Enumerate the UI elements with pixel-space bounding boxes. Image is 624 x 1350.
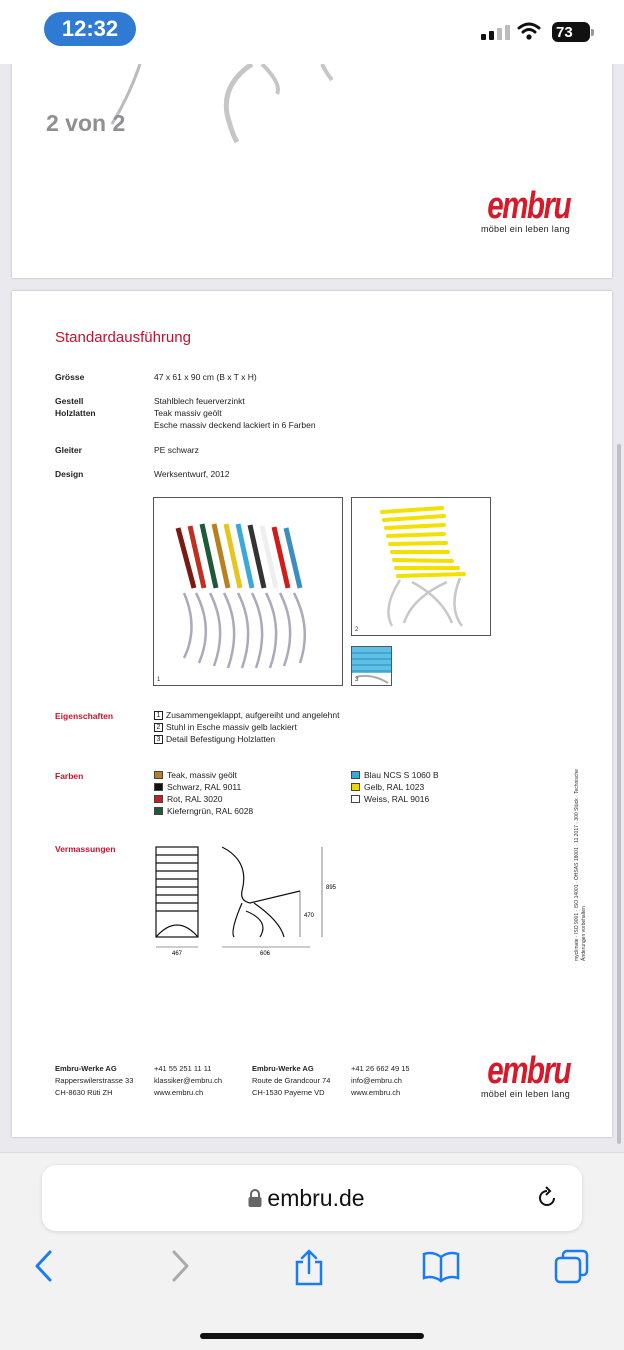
- color-swatch: [351, 771, 360, 779]
- property-number: 1: [154, 711, 163, 720]
- color-teak: [154, 769, 237, 781]
- property-text: Stuhl in Esche massiv gelb lackiert: [166, 722, 297, 732]
- share-icon[interactable]: [292, 1249, 326, 1287]
- url-text[interactable]: embru.de: [267, 1184, 365, 1211]
- cert-line: Technische Änderungen vorbehalten: [574, 769, 587, 961]
- color-name: Gelb, RAL 1023: [364, 782, 425, 792]
- battery-cap: [591, 29, 594, 36]
- vermassungen-label: Vermassungen: [55, 844, 116, 854]
- footer-contact-rueti: [154, 1063, 222, 1099]
- wifi-icon: [517, 21, 541, 41]
- cert-line: 300 Stück: [574, 798, 580, 821]
- footer-company: Embru-Werke AG: [55, 1064, 117, 1073]
- footer-address-payerne: [252, 1063, 330, 1099]
- spec-label-holzlatten: Holzlatten: [55, 408, 96, 418]
- spec-label-gestell: Gestell: [55, 396, 84, 406]
- embru-logo: [460, 185, 570, 234]
- page-counter: 2 von 2: [46, 110, 126, 136]
- color-schwarz: [154, 781, 241, 793]
- figure-yellow-chair: [351, 497, 491, 636]
- property-item-1: [154, 709, 339, 721]
- cert-line: OHSAS 18001: [574, 847, 580, 881]
- home-indicator[interactable]: [200, 1333, 424, 1339]
- color-blau: [351, 769, 439, 781]
- footer-company: Embru-Werke AG: [252, 1064, 314, 1073]
- spec-label-groesse: Grösse: [55, 372, 85, 382]
- dim-seat: 470: [304, 913, 315, 919]
- figure-number-2: 2: [355, 627, 359, 633]
- scrollbar[interactable]: [617, 444, 621, 1144]
- spec-value-groesse: 47 x 61 x 90 cm (B x T x H): [154, 372, 257, 382]
- footer-street: Route de Grandcour 74: [252, 1076, 331, 1085]
- footer-email: info@embru.ch: [351, 1076, 402, 1085]
- cellular-signal-icon: [481, 25, 510, 40]
- spec-value-holzlatten-1: Teak massiv geölt: [154, 408, 222, 418]
- color-name: Schwarz, RAL 9011: [167, 782, 242, 792]
- property-text: Detail Befestigung Holzlatten: [166, 734, 276, 744]
- color-weiss: [351, 793, 429, 805]
- certification-strip: [574, 761, 604, 961]
- cert-line: ISO 9001: [574, 912, 580, 935]
- forward-icon[interactable]: [168, 1249, 192, 1283]
- pdf-page-1: [12, 64, 612, 278]
- logo-tagline: möbel ein leben lang: [480, 224, 570, 234]
- property-item-2: [154, 721, 297, 733]
- chair-legs-image: [12, 64, 612, 154]
- pdf-page-2: [12, 291, 612, 1137]
- pdf-viewer[interactable]: [0, 64, 624, 1152]
- spec-label-design: Design: [55, 469, 84, 479]
- battery-icon: [552, 22, 590, 42]
- dimension-drawing: [150, 841, 350, 961]
- status-bar: [0, 0, 624, 64]
- bookmarks-icon[interactable]: [422, 1249, 460, 1283]
- cert-text-block: myclimate · ISO 9001 · ISO 14001 · OHSAS 18001 · 11.2017 · 300 Stück · Technische Änderungen vorbehalten: [574, 769, 587, 961]
- figure-slat-detail: [351, 646, 392, 686]
- logo-tagline: möbel ein leben lang: [480, 1089, 570, 1099]
- property-text: Zusammengeklappt, aufgereiht und angelehnt: [166, 710, 340, 720]
- dim-depth: 606: [260, 951, 271, 957]
- browser-bottom-bar: [0, 1152, 624, 1350]
- logo-word: embru: [487, 185, 570, 227]
- footer-web: www.embru.ch: [154, 1088, 204, 1097]
- cert-line: 11.2017: [574, 825, 580, 843]
- back-icon[interactable]: [32, 1249, 56, 1283]
- spec-value-holzlatten-2: Esche massiv deckend lackiert in 6 Farben: [154, 420, 316, 430]
- footer-city: CH-1530 Payerne VD: [252, 1088, 325, 1097]
- footer-phone: +41 26 662 49 15: [351, 1064, 410, 1073]
- color-gelb: [351, 781, 424, 793]
- spec-value-gleiter: PE schwarz: [154, 445, 199, 455]
- logo-word: embru: [487, 1050, 570, 1092]
- status-time[interactable]: 12:32: [44, 12, 136, 46]
- color-name: Kieferngrün, RAL 6028: [167, 806, 254, 816]
- address-bar[interactable]: [42, 1165, 582, 1231]
- yellow-chair-image: [352, 498, 490, 635]
- dim-height: 895: [326, 885, 337, 891]
- property-item-3: [154, 733, 275, 745]
- color-kieferngruen: [154, 805, 253, 817]
- farben-label: Farben: [55, 771, 84, 781]
- color-name: Weiss, RAL 9016: [364, 794, 430, 804]
- spec-value-design: Werksentwurf, 2012: [154, 469, 230, 479]
- color-swatch: [351, 783, 360, 791]
- lock-icon: [247, 1188, 263, 1208]
- color-name: Rot, RAL 3020: [167, 794, 223, 804]
- spec-value-gestell: Stahlblech feuerverzinkt: [154, 396, 245, 406]
- cert-line: ISO 14001: [574, 884, 580, 909]
- dim-width: 467: [172, 951, 183, 957]
- color-swatch: [154, 795, 163, 803]
- property-number: 3: [154, 735, 163, 744]
- embru-logo: [460, 1050, 570, 1099]
- color-swatch: [351, 795, 360, 803]
- cert-brand: myclimate: [574, 938, 580, 961]
- footer-phone: +41 55 251 11 11: [154, 1064, 212, 1073]
- section-heading: Standardausführung: [55, 329, 191, 346]
- spec-label-gleiter: Gleiter: [55, 445, 82, 455]
- footer-city: CH-8630 Rüti ZH: [55, 1088, 113, 1097]
- color-name: Teak, massiv geölt: [167, 770, 237, 780]
- color-swatch: [154, 783, 163, 791]
- footer-address-rueti: [55, 1063, 133, 1099]
- figure-number-1: 1: [157, 677, 161, 683]
- color-swatch: [154, 807, 163, 815]
- color-swatch: [154, 771, 163, 779]
- property-number: 2: [154, 723, 163, 732]
- footer-web: www.embru.ch: [351, 1088, 401, 1097]
- footer-email: klassiker@embru.ch: [154, 1076, 223, 1085]
- color-name: Blau NCS S 1060 B: [364, 770, 439, 780]
- browser-toolbar: [0, 1249, 624, 1289]
- reload-icon[interactable]: [534, 1185, 560, 1211]
- footer-contact-payerne: [351, 1063, 410, 1099]
- tabs-icon[interactable]: [553, 1249, 591, 1285]
- folded-chairs-image: [154, 498, 342, 685]
- figure-folded-chairs: [153, 497, 343, 686]
- battery-level: 73: [556, 23, 573, 41]
- figure-number-3: 3: [355, 677, 359, 683]
- footer-street: Rapperswilerstrasse 33: [55, 1076, 134, 1085]
- eigenschaften-label: Eigenschaften: [55, 711, 114, 721]
- color-rot: [154, 793, 222, 805]
